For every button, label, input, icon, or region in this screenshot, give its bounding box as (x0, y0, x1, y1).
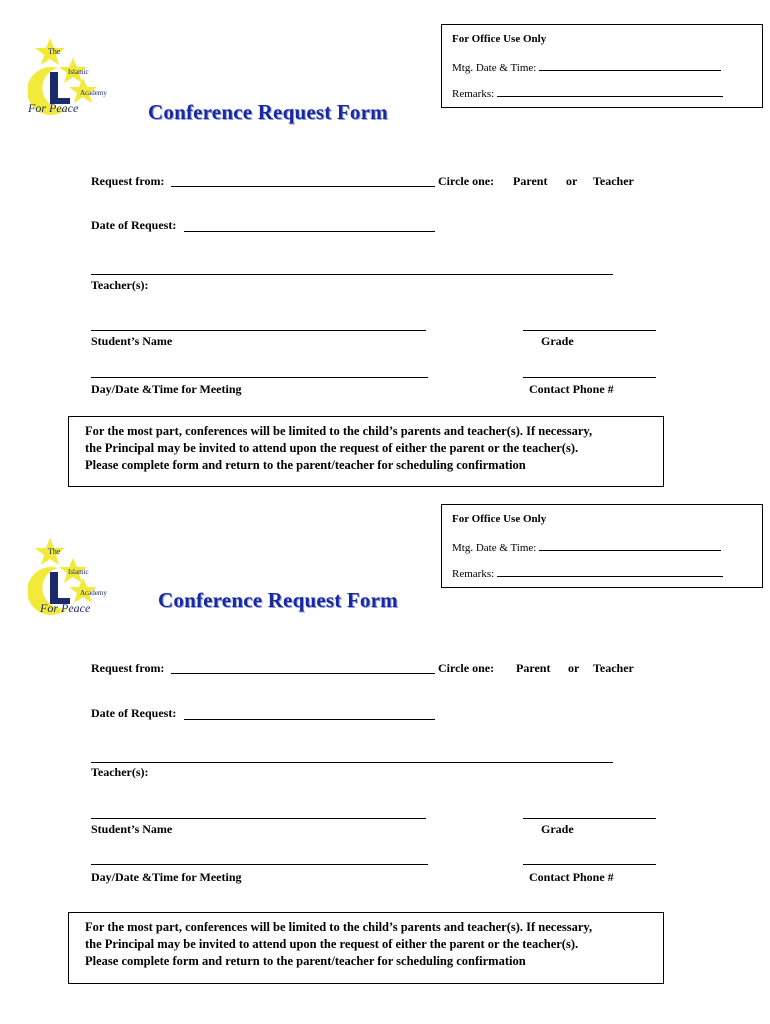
logo-text-islamic: Islamic (68, 68, 89, 76)
meeting-date-time-line[interactable] (539, 541, 721, 551)
circle-one-label: Circle one: (438, 661, 495, 675)
request-from-line[interactable] (171, 186, 435, 187)
teachers-line[interactable] (91, 274, 613, 275)
policy-note-box (68, 416, 664, 487)
date-of-request-label: Date of Request: (91, 218, 177, 232)
grade-line[interactable] (523, 818, 656, 819)
circle-one-label: Circle one: (438, 174, 495, 188)
teachers-line[interactable] (91, 762, 613, 763)
logo-text-academy: Academy (80, 589, 107, 597)
office-use-box (441, 504, 763, 588)
remarks-line[interactable] (497, 87, 723, 97)
policy-note-line-3: Please complete form and return to the parent/teacher for scheduling confirmation (85, 954, 526, 968)
teachers-label: Teacher(s): (91, 278, 149, 292)
policy-note-box (68, 912, 664, 984)
option-parent[interactable]: Parent (516, 661, 551, 675)
students-name-line[interactable] (91, 330, 426, 331)
meeting-date-time-line[interactable] (539, 61, 721, 71)
grade-line[interactable] (523, 330, 656, 331)
date-of-request-line[interactable] (184, 719, 435, 720)
policy-note-line-1: For the most part, conferences will be limited to the child’s parents and teacher(s). If necessary, (85, 920, 593, 934)
meeting-time-line[interactable] (91, 864, 428, 865)
meeting-date-time-row (452, 61, 721, 74)
grade-label: Grade (541, 822, 574, 836)
logo-text-academy: Academy (80, 89, 107, 97)
request-from-line[interactable] (171, 673, 435, 674)
policy-note-line-3: Please complete form and return to the parent/teacher for scheduling confirmation (85, 458, 526, 472)
students-name-label: Student’s Name (91, 822, 173, 836)
form-title: Conference Request Form (158, 588, 398, 612)
meeting-date-time-label: Mtg. Date & Time: (452, 62, 537, 74)
students-name-label: Student’s Name (91, 334, 173, 348)
meeting-time-line[interactable] (91, 377, 428, 378)
remarks-row (452, 87, 723, 100)
logo-text-islamic: Islamic (68, 568, 89, 576)
teachers-label: Teacher(s): (91, 765, 149, 779)
school-logo (28, 36, 128, 116)
meeting-time-label: Day/Date &Time for Meeting (91, 870, 242, 884)
office-use-heading: For Office Use Only (452, 33, 547, 45)
remarks-label: Remarks: (452, 88, 495, 100)
option-teacher[interactable]: Teacher (593, 661, 634, 675)
date-of-request-line[interactable] (184, 231, 435, 232)
remarks-line[interactable] (497, 567, 723, 577)
option-parent[interactable]: Parent (513, 174, 548, 188)
office-use-box (441, 24, 763, 108)
office-use-heading: For Office Use Only (452, 513, 547, 525)
students-name-line[interactable] (91, 818, 426, 819)
option-or: or (566, 174, 578, 188)
logo-text-the: The (48, 547, 61, 556)
meeting-date-time-row (452, 541, 721, 554)
meeting-date-time-label: Mtg. Date & Time: (452, 542, 537, 554)
logo-tagline: For Peace (28, 101, 79, 115)
grade-label: Grade (541, 334, 574, 348)
option-or: or (568, 661, 580, 675)
contact-phone-line[interactable] (523, 377, 656, 378)
contact-phone-label: Contact Phone # (529, 382, 614, 396)
policy-note-line-2: the Principal may be invited to attend upon the request of either the parent or the teacher(s). (85, 937, 579, 951)
logo-tagline: For Peace (40, 601, 91, 615)
remarks-row (452, 567, 723, 580)
policy-note-line-1: For the most part, conferences will be limited to the child’s parents and teacher(s). If necessary, (85, 424, 593, 438)
request-from-label: Request from: (91, 174, 165, 188)
school-logo (28, 536, 128, 616)
request-from-label: Request from: (91, 661, 165, 675)
contact-phone-label: Contact Phone # (529, 870, 614, 884)
meeting-time-label: Day/Date &Time for Meeting (91, 382, 242, 396)
form-title: Conference Request Form (148, 100, 388, 124)
policy-note-line-2: the Principal may be invited to attend upon the request of either the parent or the teacher(s). (85, 441, 579, 455)
remarks-label: Remarks: (452, 568, 495, 580)
option-teacher[interactable]: Teacher (593, 174, 634, 188)
date-of-request-label: Date of Request: (91, 706, 177, 720)
contact-phone-line[interactable] (523, 864, 656, 865)
logo-text-the: The (48, 47, 61, 56)
